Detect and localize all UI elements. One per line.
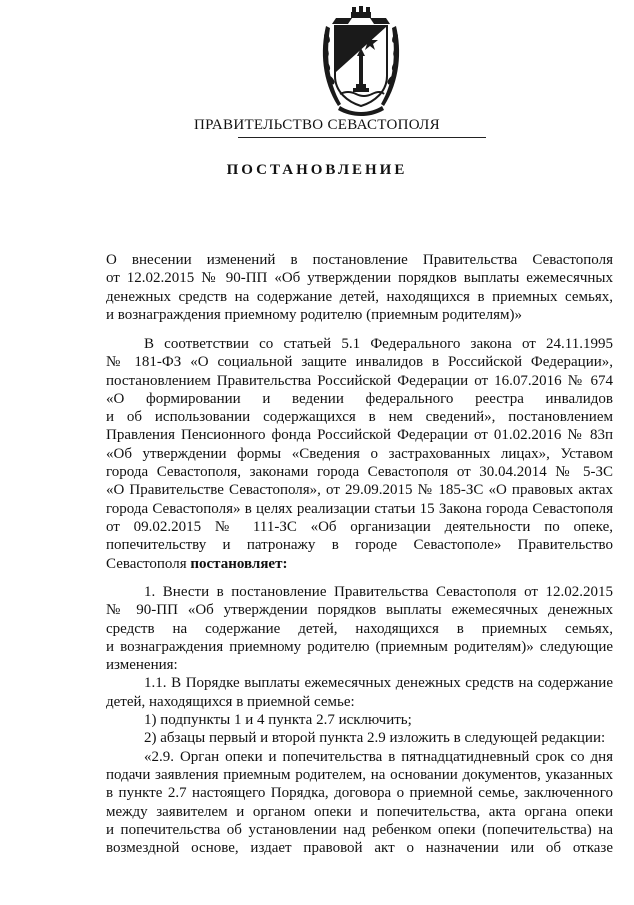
preamble-line: № 181-ФЗ «О социальной защите инвалидов в Российской Федерации»,	[106, 354, 613, 371]
document-type-heading: ПОСТАНОВЛЕНИЕ	[226, 162, 408, 178]
resolution-line: 1.1. В Порядке выплаты ежемесячных денежных средств на содержание	[144, 675, 613, 692]
preamble-line: и об использовании содержащихся в нем сведений», постановлением	[106, 409, 613, 426]
resolution-line: и вознаграждения приемному родителю (приемным родителям)» следующие	[106, 638, 613, 655]
enacting-word: постановляет:	[190, 555, 288, 572]
preamble-final-prefix: Севастополя	[106, 555, 191, 572]
preamble-line: Правления Пенсионного фонда Российской Федерации от 01.02.2016 № 83п	[106, 427, 613, 444]
coat-of-arms-emblem	[318, 6, 404, 116]
resolution-body	[106, 583, 613, 857]
preamble-line: постановлением Правительства Российской Федерации от 16.07.2016 № 674	[106, 372, 613, 389]
resolution-line: детей, находящихся в приемной семье:	[106, 693, 355, 710]
resolution-line: возмездной основе, издает правовой акт о назначении или об отказе	[106, 840, 613, 857]
preamble-final-line	[106, 555, 613, 573]
subject-line: денежных средств на содержание детей, находящихся в приемных семьях,	[106, 288, 613, 305]
resolution-line: «2.9. Орган опеки и попечительства в пятнадцатидневный срок со дня	[144, 748, 613, 765]
subject-line: О внесении изменений в постановление Правительства Севастополя	[106, 252, 613, 268]
resolution-line: 2) абзацы первый и второй пункта 2.9 изложить в следующей редакции:	[144, 730, 606, 747]
resolution-line: подачи заявления приемным родителем, на основании документов, указанных	[106, 766, 613, 783]
resolution-line: между заявителем и органом опеки и попечительства, акта органа опеки	[106, 803, 613, 820]
preamble-line: города Севастополя, законами города Севастополя от 30.04.2014 № 5-ЗС	[106, 464, 613, 481]
preamble-line: города Севастополя» в целях реализации статьи 15 Закона города Севастополя	[106, 500, 613, 517]
resolution-line: и попечительства об установлении над ребенком опеки (попечительства) на	[106, 821, 613, 838]
preamble-line: от 09.02.2015 № 111-ЗС «Об организации деятельности по опеке,	[106, 518, 613, 535]
resolution-line: в пункте 2.7 настоящего Порядка, договора о приемной семье, заключенного	[106, 785, 613, 802]
resolution-line: 1. Внести в постановление Правительства Севастополя от 12.02.2015	[144, 584, 613, 600]
government-title: ПРАВИТЕЛЬСТВО СЕВАСТОПОЛЯ	[194, 117, 440, 133]
preamble-line: попечительству и патронажу в городе Севастополе» Правительство	[106, 537, 613, 554]
preamble-paragraph	[106, 335, 613, 573]
subject-line: от 12.02.2015 № 90-ПП «Об утверждении порядков выплаты ежемесячных	[106, 270, 613, 287]
resolution-line: средств на содержание детей, находящихся в приемных семьях,	[106, 620, 613, 637]
subject-line: и вознаграждения приемному родителю (приемным родителям)»	[106, 306, 522, 323]
preamble-line: «Об утверждении формы «Сведения о застрахованных лицах», Уставом	[106, 445, 613, 462]
resolution-line: изменения:	[106, 657, 178, 674]
title-underline	[238, 137, 486, 138]
resolution-line: № 90-ПП «Об утверждении порядков выплаты ежемесячных денежных	[106, 602, 613, 619]
preamble-line: В соответствии со статьей 5.1 Федерального закона от 24.11.1995	[144, 336, 613, 352]
preamble-line: «О Правительстве Севастополя», от 29.09.2015 № 185-ЗС «О правовых актах	[106, 482, 613, 499]
preamble-line: «О формировании и ведении федерального реестра инвалидов	[106, 390, 613, 407]
resolution-line: 1) подпункты 1 и 4 пункта 2.7 исключить;	[144, 712, 412, 729]
document-subject	[106, 251, 613, 324]
